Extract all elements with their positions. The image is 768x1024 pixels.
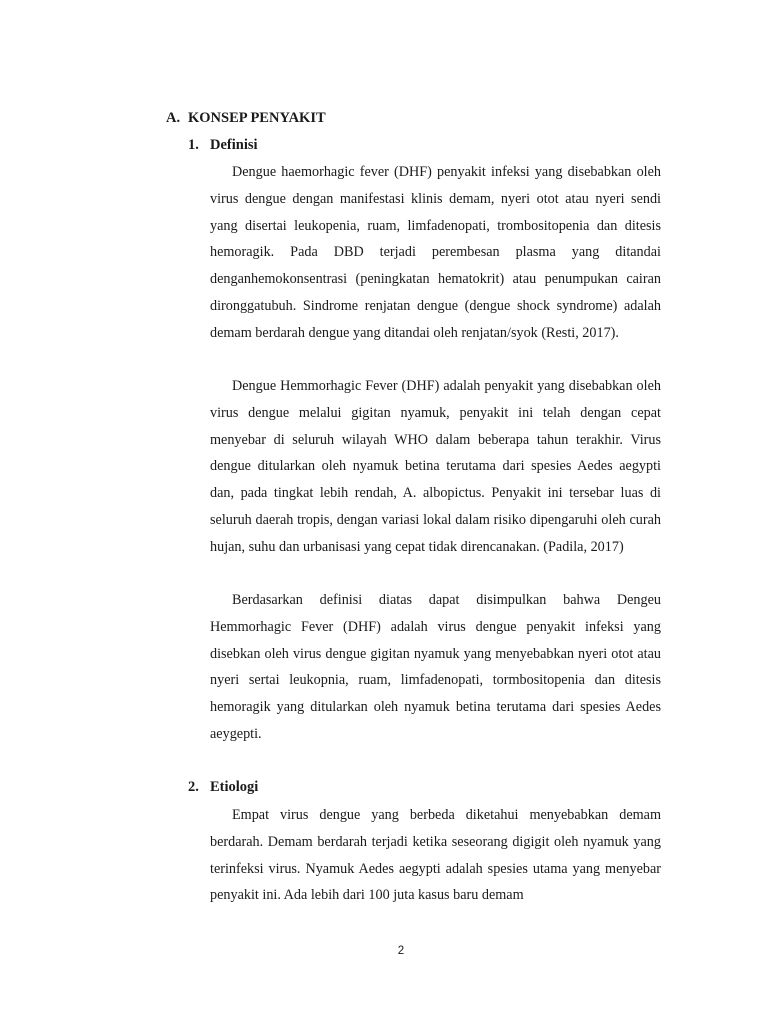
paragraph-etiologi-1: Empat virus dengue yang berbeda diketahui menyebabkan demam berdarah. Demam berdarah terjadi ketika seseorang digigit oleh nyamuk yang terinfeksi virus. Nyamuk Aedes aegypti adalah spesies utama yang menyebar penyakit ini. Ada lebih dari 100 juta kasus baru demam <box>210 807 661 904</box>
subsection-number: 1. <box>188 137 199 153</box>
subsection-heading-definisi <box>188 137 258 154</box>
subsection-title: Definisi <box>210 137 258 153</box>
section-title: KONSEP PENYAKIT <box>188 110 326 126</box>
section-number: A. <box>166 110 181 126</box>
paragraph-definisi-2: Dengue Hemmorhagic Fever (DHF) adalah penyakit yang disebabkan oleh virus dengue melalui gigitan nyamuk, penyakit ini telah dengan cepat menyebar di seluruh wilayah WHO dalam beberapa tahun terakhir. Virus dengue ditularkan oleh nyamuk betina terutama dari spesies Aedes aegypti dan, pada tingkat lebih rendah, A. albopictus. Penyakit ini tersebar luas di seluruh daerah tropis, dengan variasi lokal dalam risiko dipengaruhi oleh curah hujan, suhu dan urbanisasi yang cepat tidak direncanakan. (Padila, 2017) <box>210 378 661 555</box>
subsection-heading-etiologi <box>188 779 258 796</box>
paragraph-definisi-3: Berdasarkan definisi diatas dapat disimpulkan bahwa Dengeu Hemmorhagic Fever (DHF) adalah virus dengue penyakit infeksi yang disebkan oleh virus dengue gigitan nyamuk yang menyebabkan nyeri otot atau nyeri sertai leukopnia, ruam, limfadenopati, tormbositopenia dan ditesis hemoragik yang ditularkan oleh nyamuk betina terutama dari spesies Aedes aeygepti. <box>210 592 661 742</box>
paragraph-definisi-1: Dengue haemorhagic fever (DHF) penyakit infeksi yang disebabkan oleh virus dengue dengan manifestasi klinis demam, nyeri otot atau nyeri sendi yang disertai leukopenia, ruam, limfadenopati, trombositopenia dan ditesis hemoragik. Pada DBD terjadi perembesan plasma yang ditandai denganhemokonsentrasi (peningkatan hematokrit) atau penumpukan cairan dironggatubuh. Sindrome renjatan dengue (dengue shock syndrome) adalah demam berdarah dengue yang ditandai oleh renjatan/syok (Resti, 2017). <box>210 164 661 341</box>
subsection-title: Etiologi <box>210 779 259 795</box>
section-heading <box>166 110 326 127</box>
subsection-number: 2. <box>188 779 199 795</box>
page-number: 2 <box>397 945 405 957</box>
